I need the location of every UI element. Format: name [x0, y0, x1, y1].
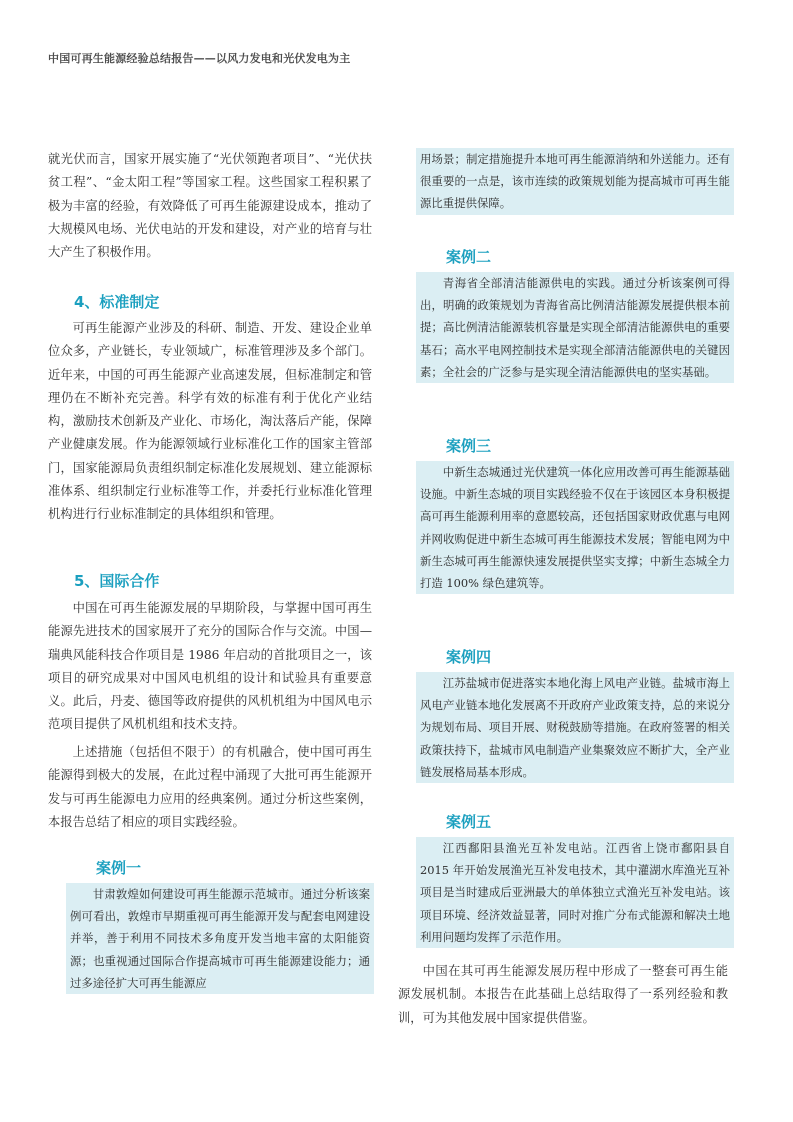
case4-heading: 案例四	[446, 648, 492, 666]
closing-paragraph: 中国在其可再生能源发展历程中形成了一整套可再生能源发展机制。本报告在此基础上总结取得了一系列经验和教训，可为其他发展中国家提供借鉴。	[398, 964, 728, 1025]
case5-box: 江西鄱阳县渔光互补发电站。江西省上饶市鄱阳县自 2015 年开始发展渔光互补发电技术，其中灌湖水库渔光互补项目是当时建成后亚洲最大的单体独立式渔光互补发电站。该项目环境、经济效益显著，同时对推广分布式能源和解决土地利用问题均发挥了示范作用。	[416, 837, 734, 948]
section5-paragraph-2: 上述措施（包括但不限于）的有机融合，使中国可再生能源得到极大的发展，在此过程中涌现了大批可再生能源开发与可再生能源电力应用的经典案例。通过分析这些案例，本报告总结了相应的项目实践经验。	[48, 745, 372, 829]
case1-box-continuation: 用场景；制定措施提升本地可再生能源消纳和外送能力。还有很重要的一点是，该市连续的政策规划能为提高城市可再生能源比重提供保障。	[416, 148, 734, 215]
case5-heading: 案例五	[446, 813, 492, 831]
running-header: 中国可再生能源经验总结报告——以风力发电和光伏发电为主	[48, 52, 351, 65]
case1-box: 甘肃敦煌如何建设可再生能源示范城市。通过分析该案例可看出，敦煌市早期重视可再生能源开发与配套电网建设并举，善于利用不同技术多角度开发当地丰富的太阳能资源；也重视通过国际合作提高城市可再生能源建设能力；通过多途径扩大可再生能源应	[66, 883, 374, 994]
case3-heading: 案例三	[446, 437, 492, 455]
section-heading-international-cooperation: 5、国际合作	[74, 572, 160, 590]
section4-paragraph: 可再生能源产业涉及的科研、制造、开发、建设企业单位众多，产业链长，专业领域广，标准管理涉及多个部门。近年来，中国的可再生能源产业高速发展，但标准制定和管理仍在不断补充完善。科学有效的标准有利于优化产业结构，激励技术创新及产业化、市场化，淘汰落后产能，保障产业健康发展。作为能源领域行业标准化工作的国家主管部门，国家能源局负责组织制定标准化发展规划、建立能源标准体系、组织制定行业标准等工作，并委托行业标准化管理机构进行行业标准制定的具体组织和管理。	[48, 321, 372, 522]
case2-box: 青海省全部清洁能源供电的实践。通过分析该案例可得出，明确的政策规划为青海省高比例清洁能源发展提供根本前提；高比例清洁能源装机容量是实现全部清洁能源供电的重要基石；高水平电网控制技术是实现全部清洁能源供电的关键因素；全社会的广泛参与是实现全清洁能源供电的坚实基础。	[416, 272, 734, 383]
case2-heading: 案例二	[446, 248, 492, 266]
case3-box: 中新生态城通过光伏建筑一体化应用改善可再生能源基础设施。中新生态城的项目实践经验不仅在于该园区本身积极提高可再生能源利用率的意愿较高，还包括国家财政优惠与电网并网收购促进中新生态城可再生能源技术发展；智能电网为中新生态城可再生能源快速发展提供坚实支撑；中新生态城全力打造 100% 绿色建筑等。	[416, 461, 734, 594]
section-heading-standards: 4、标准制定	[74, 293, 160, 311]
section5-paragraph-1: 中国在可再生能源发展的早期阶段，与掌握中国可再生能源先进技术的国家展开了充分的国际合作与交流。中国—瑞典风能科技合作项目是 1986 年启动的首批项目之一，该项目的研究成果对中国风电机组的设计和试验具有重要意义。此后，丹麦、德国等政府提供的风机机组为中国风电示范项目提供了风机机组和技术支持。	[48, 601, 372, 732]
case1-heading: 案例一	[96, 859, 142, 877]
intro-paragraph: 就光伏而言，国家开展实施了“光伏领跑者项目”、“光伏扶贫工程”、“金太阳工程”等国家工程。这些国家工程积累了极为丰富的经验，有效降低了可再生能源建设成本，推动了大规模风电场、光伏电站的开发和建设，对产业的培育与壮大产生了积极作用。	[48, 152, 372, 260]
case4-box: 江苏盐城市促进落实本地化海上风电产业链。盐城市海上风电产业链本地化发展离不开政府产业政策支持，总的来说分为规划布局、项目开展、财税鼓励等措施。在政府签署的相关政策扶持下，盐城市风电制造产业集聚效应不断扩大，全产业链发展格局基本形成。	[416, 672, 734, 783]
